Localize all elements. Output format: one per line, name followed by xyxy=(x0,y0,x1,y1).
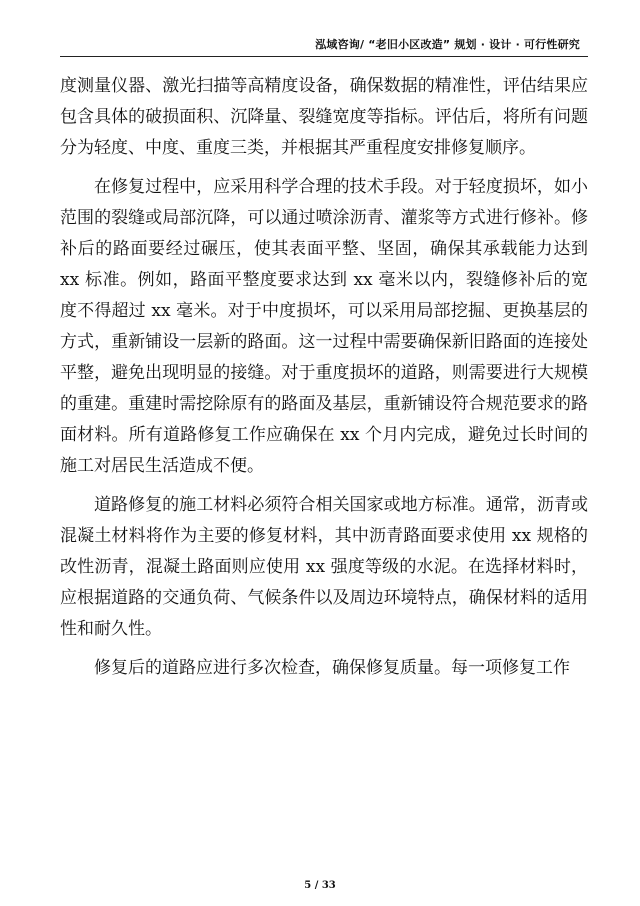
paragraph-inspection: 修复后的道路应进行多次检查，确保修复质量。每一项修复工作 xyxy=(94,658,570,678)
page-number: 5 / 33 xyxy=(304,880,336,891)
paragraph-materials: 道路修复的施工材料必须符合相关国家或地方标准。通常，沥青或混凝土材料将作为主要的修复材料，其中沥青路面要求使用 xx 规格的改性沥青，混凝土路面则应使用 xx 强度等级的水泥。在选择材料时，应根据道路的交通负荷、气候条件以及周边环境特点，确保材料的适用性和耐久性。 xyxy=(60,495,588,639)
page-header: 泓域咨询/ “老旧小区改造” 规划 · 设计 · 可行性研究 xyxy=(315,38,580,51)
paragraph-continued: 度测量仪器、激光扫描等高精度设备，确保数据的精准性，评估结果应包含具体的破损面积、沉降量、裂缝宽度等指标。评估后，将所有问题分为轻度、中度、重度三类，并根据其严重程度安排修复顺序。 xyxy=(60,76,588,158)
document-body xyxy=(60,71,588,684)
header-divider xyxy=(60,56,588,57)
paragraph-repair-process: 在修复过程中，应采用科学合理的技术手段。对于轻度损坏，如小范围的裂缝或局部沉降，可以通过喷涂沥青、灌浆等方式进行修补。修补后的路面要经过碾压，使其表面平整、坚固，确保其承载能力达到 xx 标准。例如，路面平整度要求达到 xx 毫米以内，裂缝修补后的宽度不得超过 xx 毫米。对于中度损坏，可以采用局部挖掘、更换基层的方式，重新铺设一层新的路面。这一过程中需要确保新旧路面的连接处平整，避免出现明显的接缝。对于重度损坏的道路，则需要进行大规模的重建。重建时需挖除原有的路面及基层，重新铺设符合规范要求的路面材料。所有道路修复工作应确保在 xx 个月内完成，避免过长时间的施工对居民生活造成不便。 xyxy=(60,177,588,476)
